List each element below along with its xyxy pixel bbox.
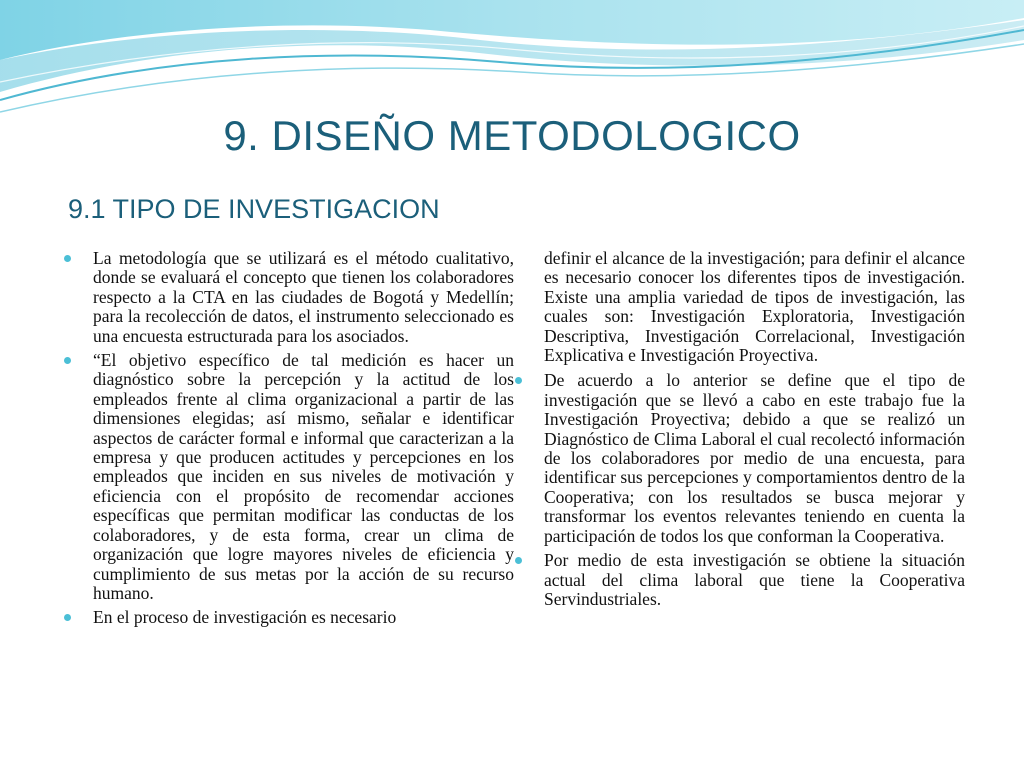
bullet-paragraph: “El objetivo específico de tal medición es hacer un diagnóstico sobre la percepción y la actitud de los empleados frente al clima organizacional a partir de las dimensiones elegidas; así mismo, señalar e identificar aspectos de carácter formal e informal que caracterizan a la empresa y que producen actitudes y percepciones en los empleados que inciden en sus niveles de motivación y eficiencia con el propósito de recomendar acciones específicas que permitan modificar las conductas de los colaboradores, y de esta forma, crear un clima de organización que logre mayores niveles de eficiencia y cumplimiento de sus metas por la acción de su recurso humano.	[93, 350, 514, 603]
header-wave-decoration	[0, 0, 1024, 130]
bullet-paragraph: Por medio de esta investigación se obtiene la situación actual del clima laboral que tiene la Cooperativa Servindustriales.	[544, 550, 965, 609]
bullet-paragraph: En el proceso de investigación es necesario	[93, 608, 514, 627]
slide-title: 9. DISEÑO METODOLOGICO	[223, 112, 801, 159]
continued-paragraph: definir el alcance de la investigación; para definir el alcance es necesario conocer los diferentes tipos de investigación. Existe una amplia variedad de tipos de investigación, las cuales son: Investigación Exploratoria, Investigación Descriptiva, Investigación Correlacional, Investigación Explicativa e Investigación Proyectiva.	[544, 248, 965, 366]
right-column-text	[544, 249, 965, 614]
left-column-text	[93, 249, 514, 633]
bullet-paragraph: La metodología que se utilizará es el método cualitativo, donde se evaluará el concepto que tienen los colaboradores respecto a la CTA en las ciudades de Bogotá y Medellín; para la recolección de datos, el instrumento seleccionado es una encuesta estructurada para los asociados.	[93, 248, 514, 346]
bullet-paragraph: De acuerdo a lo anterior se define que el tipo de investigación que se llevó a cabo en este trabajo fue la Investigación Proyectiva; debido a que se realizó un Diagnóstico de Clima Laboral el cual recolectó información de los colaboradores por medio de una encuesta, para identificar sus percepciones y comportamientos dentro de la Cooperativa; con los resultados se busca mejorar y transformar los eventos relevantes teniendo en cuenta la participación de todos los que conforman la Cooperativa.	[544, 370, 965, 546]
section-subtitle: 9.1 TIPO DE INVESTIGACION	[68, 194, 440, 224]
